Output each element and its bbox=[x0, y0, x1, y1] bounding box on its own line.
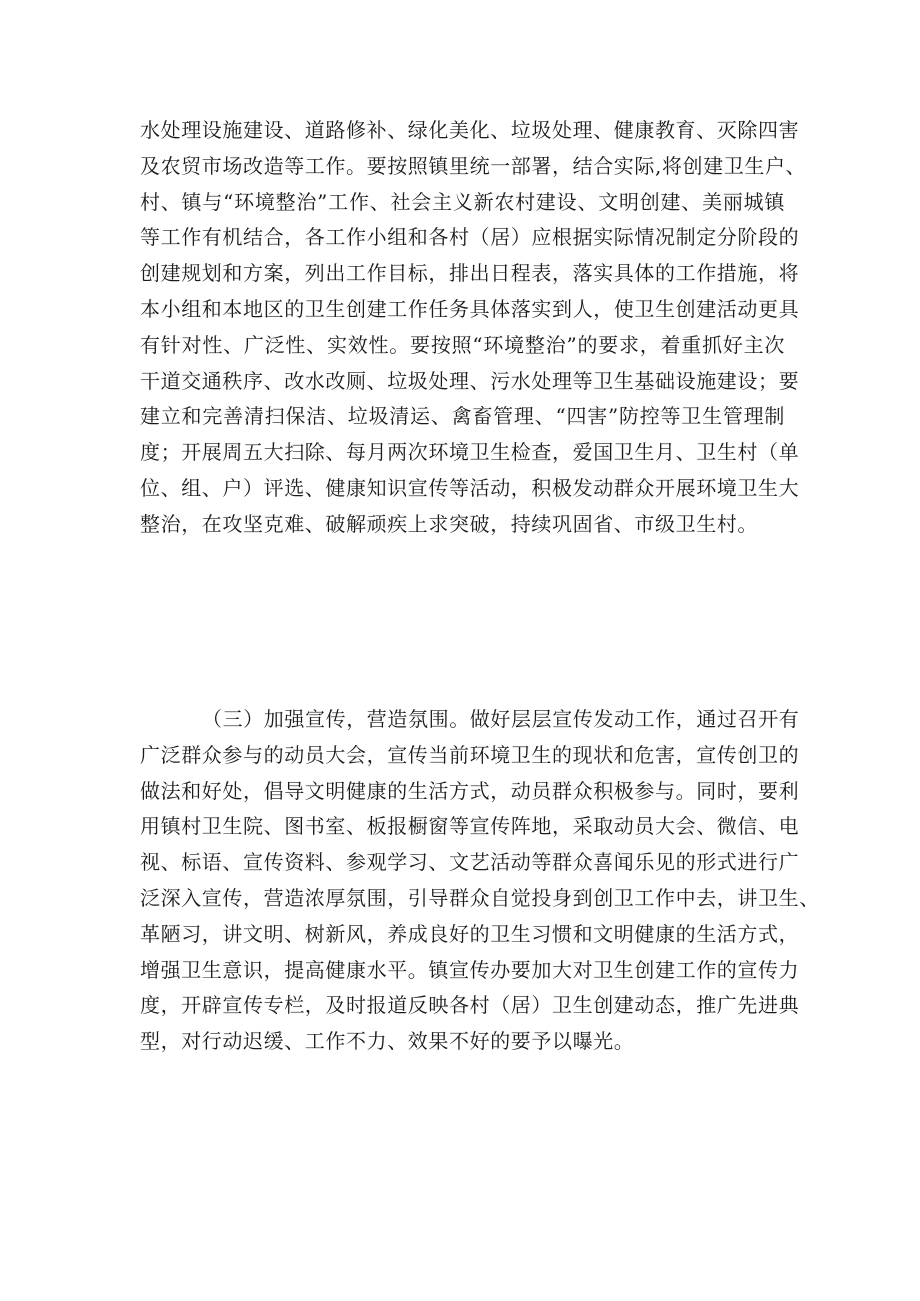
paragraph-line: 用镇村卫生院、图书室、板报橱窗等宣传阵地，采取动员大会、微信、电 bbox=[140, 814, 800, 839]
paragraph-line: 及农贸市场改造等工作。要按照镇里统一部署，结合实际,将创建卫生户、 bbox=[140, 153, 807, 178]
paragraph-line: 等工作有机结合，各工作小组和各村（居）应根据实际情况制定分阶段的 bbox=[140, 225, 800, 250]
paragraph-publicity bbox=[140, 702, 820, 1060]
paragraph-line: 度，开辟宣传专栏，及时报道反映各村（居）卫生创建动态，推广先进典 bbox=[140, 993, 800, 1018]
paragraph-line-last: 整治，在攻坚克难、破解顽疾上求突破，持续巩固省、市级卫生村。 bbox=[140, 511, 758, 536]
paragraph-line: 村、镇与“环境整治”工作、社会主义新农村建设、文明创建、美丽城镇 bbox=[140, 189, 785, 214]
paragraph-line: 创建规划和方案，列出工作目标，排出日程表，落实具体的工作措施，将 bbox=[140, 261, 800, 286]
paragraph-line: 建立和完善清扫保洁、垃圾清运、禽畜管理、“四害”防控等卫生管理制 bbox=[140, 404, 785, 429]
paragraph-line: 做法和好处，倡导文明健康的生活方式，动员群众积极参与。同时，要利 bbox=[140, 778, 800, 803]
paragraph-line: 增强卫生意识，提高健康水平。镇宣传办要加大对卫生创建工作的宣传力 bbox=[140, 957, 800, 982]
paragraph-sanitation-work bbox=[140, 113, 807, 543]
paragraph-line: 视、标语、宣传资料、参观学习、文艺活动等群众喜闻乐见的形式进行广 bbox=[140, 850, 800, 875]
paragraph-line: 度；开展周五大扫除、每月两次环境卫生检查，爱国卫生月、卫生村（单 bbox=[140, 440, 800, 465]
paragraph-line: 广泛群众参与的动员大会，宣传当前环境卫生的现状和危害，宣传创卫的 bbox=[140, 742, 800, 767]
paragraph-line: 水处理设施建设、道路修补、绿化美化、垃圾处理、健康教育、灭除四害 bbox=[140, 118, 800, 142]
paragraph-line: 革陋习，讲文明、树新风，养成良好的卫生习惯和文明健康的生活方式， bbox=[140, 921, 800, 946]
paragraph-line: 泛深入宣传，营造浓厚氛围，引导群众自觉投身到创卫工作中去，讲卫生、 bbox=[140, 885, 820, 910]
paragraph-line: 位、组、户）评选、健康知识宣传等活动，积极发动群众开展环境卫生大 bbox=[140, 475, 800, 500]
paragraph-line: 有针对性、广泛性、实效性。要按照“环境整治”的要求，着重抓好主次 bbox=[140, 332, 785, 357]
paragraph-line-last: 型，对行动迟缓、工作不力、效果不好的要予以曝光。 bbox=[140, 1029, 635, 1054]
paragraph-line: 本小组和本地区的卫生创建工作任务具体落实到人，使卫生创建活动更具 bbox=[140, 296, 800, 321]
paragraph-line: 干道交通秩序、改水改厕、垃圾处理、污水处理等卫生基础设施建设；要 bbox=[140, 368, 800, 393]
section-heading-line: （三）加强宣传，营造氛围。做好层层宣传发动工作，通过召开有 bbox=[202, 707, 800, 731]
